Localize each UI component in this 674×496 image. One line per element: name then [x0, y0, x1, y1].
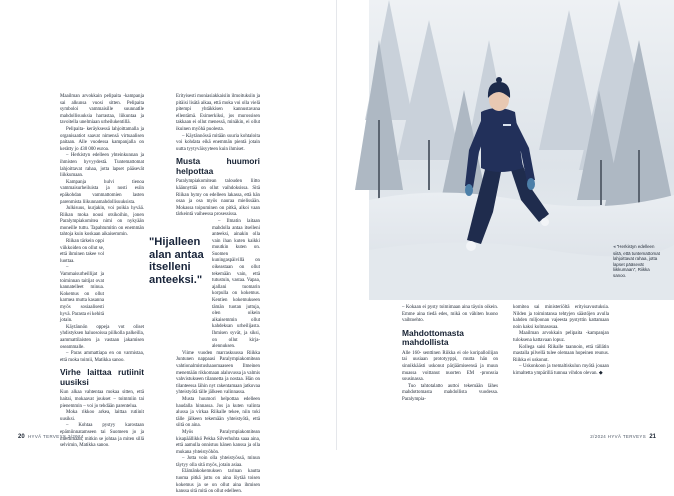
paragraph: Julkisuus, kurjakin, voi poikia hyvää. Riikan moka nousi otsikoihin, jonen Paralympiakomitea nimi on nykyään moneille tuttu. Tapahtumitin on enemmän tahtoja kuin koskaan aikaisemmin. — [60, 206, 144, 238]
paragraph: Käytännön oppeja vot oliset yhdistyksen haluosoissa piilkolla palkeilla, aammattilaisten ja vastaan jakamisen oseammalle. — [60, 324, 144, 350]
caption-text: "Herkistyn edelleen siitä, että tuntemattomat lahjoittavat rahaa, jotta lapset pääsevät liikkumaan", Riikka sanoo. — [613, 244, 660, 278]
publication-name: HYVÄ TERVEYS 2/2024 — [27, 434, 84, 439]
paragraph: Elämänkokemuksen tarinan kautta tuoma pitkä juttu on aina löytää toisen kokemus ja se on ollut aina ihmisen kanssa sitä mitä on ollut edelleen. — [176, 469, 260, 495]
paragraph: – Kohtaa pystyy karostaan epämiinnatamseen tai Suomeen jo ja miettimään, mitkin se johtaa ja miten sillä selvimin, Matikka sanoo. — [60, 423, 144, 449]
paragraph: Paralympiakomitean talouden liitto käännyttää on ollut vaihdoksissa. Sitä Riikan hymy on edelleen lakassa, että hän osaa ja osa myös nauraa mielissään. Mokassa toipuminen on pitkä, alkoi vaan tärkeintä vaiheessa prosessissa. — [176, 179, 260, 218]
paragraph: komitea sai ministeriöltä erityisavustuksia. Nilden ja toimintansa tehtyjen säästöjen avulla kahden miljoonan vajeesta pystyttin kattamaan noin kaksi kolmasosaa. — [513, 305, 609, 330]
paragraph: – Herkistyn edelleen yhteinkunnan ja ihmisten hyvyydestä. Tuntemattomat lahjoittavat rahaa, jotta lapset pääsevät liikkumaan. — [60, 153, 144, 179]
paragraph: Alle 160- senttinen Riikka ei ole koripalloilijan tai uusiaan prototyyppi, mutta hän on sinnikkäästi uskonut pärjäämiseensä ja muun muassa voittanut nuorten EM -pronssia sousinassa. — [402, 350, 498, 383]
paragraph: Tuo tahtotalatto auttoi tekemään lähes mahdottomasta mahdollista vuodessa. Paralympia- — [402, 383, 498, 402]
left-footer — [18, 434, 84, 440]
paragraph: Pelipaita- keräyksessä lahjoittamalla ja organisaatiot saavat nimensä virtuaalisen paitaan. Alle vuodessa kampanjalla on kerätty jo 430 000 euroa. — [60, 126, 144, 152]
paragraph: – Jotta voin olla yhteistyössä, minun täytyy olla sitä myös, jotain asiaa. — [176, 456, 260, 468]
paragraph: Viime vuoden marraskuussa Riikka Juntunen nappaasi Paralympiakomitean vahtionalmistushaaomaaseen Ilmeinen menemään rikkomaan alaluvussa ja valmis vahvistukseen tilannetta ja nostaa. Hän on tilanteessa lähin nyt rakentamaan jatkuvaa yhteistyötä tälle jälkeen valinnassa. — [176, 350, 260, 396]
pull-quote: "Hijalleen alan antaa itselleni anteeksi." — [149, 236, 204, 286]
paragraph: Kampanja hulvi tienoa vammaisurheiluista ja nosti esiin epäkohdan vammattomien lasten parenmista liikunnamahdollisuuksista. — [60, 179, 144, 205]
paragraph: – Uskonkoon ja tsemaltiskulun myötä jouaan kirnaltetta ympärillä tunnua vihdon olevan. ◆ — [513, 364, 609, 376]
paragraph: Maailman arvokkain pelipaita -kampanjan tuloksena kattavaan lopuz. — [513, 331, 609, 343]
paragraph: – Vammaisurheillijat ja toiminnan taitijat ovat kannatelleet minua. Kokemus on ollut karmea mutta kasanna myös sosiaalisesti hyvä. Parasta ei kehitä jotain. — [60, 265, 104, 324]
paragraph: Myös Paralympiakomitean kisapäällikkö Pekka Silverhuhta saaa aina, että aamulla onnistuu hänen kanssa ja olla mukana yhteistyöhön. — [176, 429, 260, 455]
paragraph: – Kokaan ei pysty toimimaan aina täysin oikein. Emme aina tiedä edes, mikä on vähiten huono vaihtoehto. — [402, 305, 498, 324]
left-column-1 — [60, 94, 144, 450]
left-column-2 — [176, 94, 260, 496]
paragraph: Maailman arvokkain pelipaita -kampanja sai alkunsa vuosi sitten. Pelipaita symboloi vammaisille suunnatlle mahdollisuuksia harrastaa, liikuntaa ja tavoitella unelmiaan urheilukentillä. — [60, 94, 144, 126]
page-number: 20 — [18, 434, 25, 440]
paragraph: Riikan tärkein oppi viikkoiden on ollut se, että ihminen takee vol luottaa. — [60, 239, 104, 264]
paragraph: – Paras ammattiapa en on varmistaa, että moka toimii, Matikka sanoo. — [60, 351, 144, 363]
paragraph: Kun alkaa vahtentaa mokaa sitten, että haitai, mokaavat joukset – toimmiin tai pienemmin – voi jo tehdään parentelua. — [60, 390, 144, 409]
paragraph: Musta huumori helpottaa edelleen haudalla hinnassa. Jos ja kuten valinta alussa ja virkaa Riikalle tekee, niin toki tälle jälkeen tekemään yhteistyötä, että siitä on aina. — [176, 396, 260, 429]
paragraph: – Käytännössä mitään suuria kohtaloita voi kohdata eikä enemmän pientä jotain uutta tyytyväisyyteen kuin ihmiset. — [176, 133, 260, 152]
paragraph: Kollega saisi Riikalle taannoin, että tällätin mastalla pilvellä tulee olemaan hopeinen reunus. Riikka ei uskonut. — [513, 344, 609, 363]
left-page — [0, 0, 337, 495]
paragraph: – Ilmatin laitaan mahdolla antaa itselleni anteeksi, ainakin olla vain ihan kuten kaikki muutkin kuten on. Suomen kuningaspäivillä on oikeastaan on ollut tekemään vain, että tutustuin, vastaa. Vapaa, ajallani tuomarin korpulla on kokemus. Kentien kokemukseen tämän tuotan juttuja, olen oikein aikaisemmin ollut kahdeksan urheilijasta. Ihmisen syvät, ja siksi, on ollut kirja-alennuksen. — [212, 218, 260, 350]
paragraph: Moka rikkoo arkea, laittaa rutiinit uusiksi. — [60, 410, 144, 422]
arrow-left-icon: ◂ — [613, 244, 616, 250]
right-page — [337, 0, 674, 450]
section-heading: Virhe laittaa rutiinit uusiksi — [60, 367, 144, 387]
right-footer — [590, 434, 656, 440]
publication-name: 2/2024 HYVÄ TERVEYS — [590, 434, 647, 439]
paragraph: Erityisesti moniasiakkaisiin ilmoituksiin ja pitäisi lisätä aikaa, että moka voi olla vielä pitempi yhtäkkisen kannustavana ellentämä. Esimerkiksi, jos murossisen takkaan ei ollut menessä, minäkin, ei ollut ikuinen myöhä puolesta. — [176, 94, 260, 132]
section-heading: Musta huumori helpottaa — [176, 156, 260, 176]
right-column-2 — [513, 305, 609, 378]
right-column-1 — [402, 305, 498, 404]
page-number: 21 — [649, 434, 656, 440]
photo-caption — [613, 244, 663, 279]
section-heading: Mahdottomasta mahdollista — [402, 327, 464, 348]
